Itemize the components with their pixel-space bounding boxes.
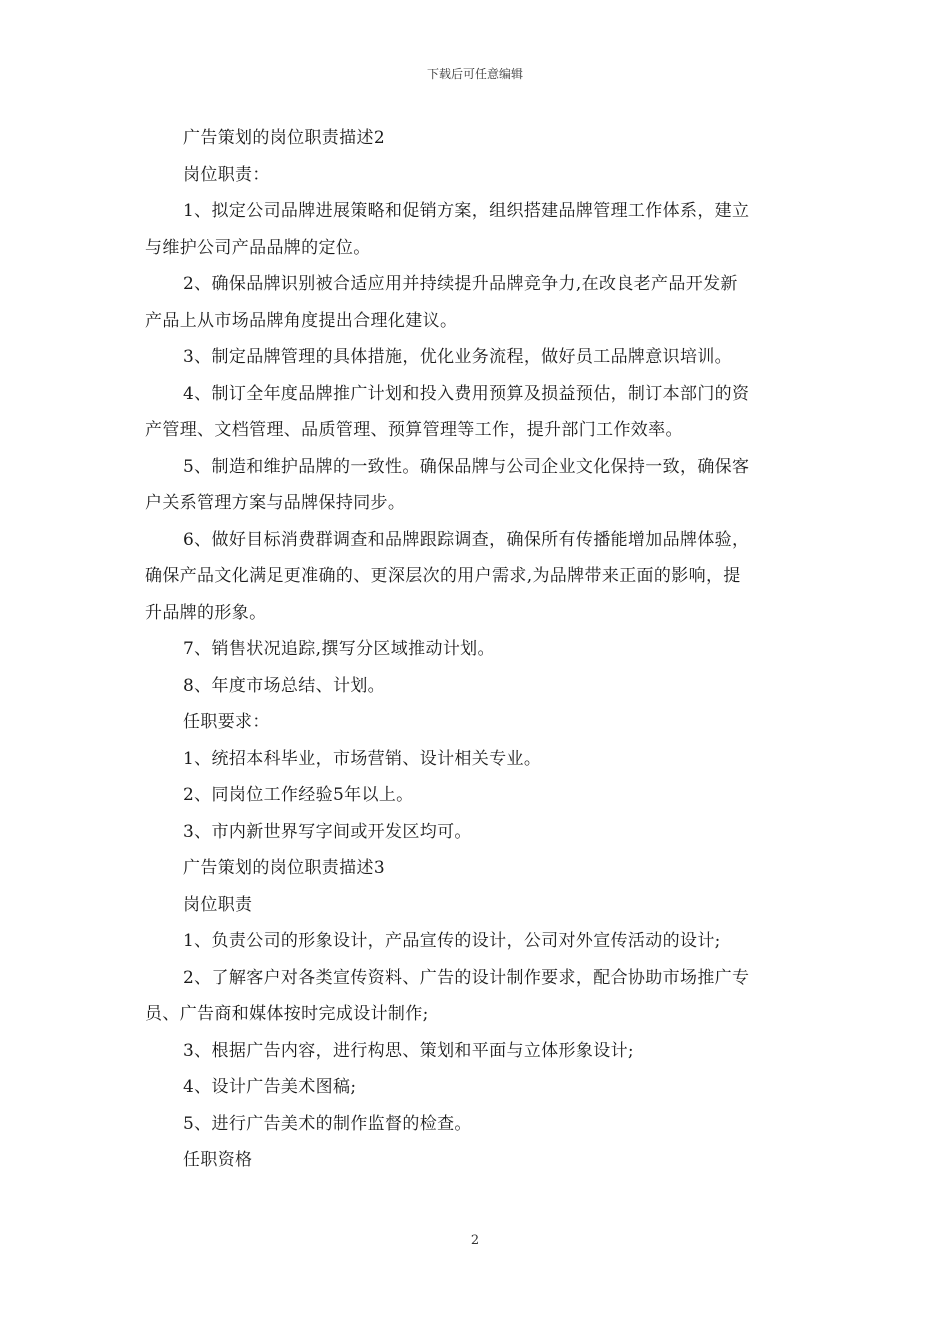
paragraph [145,193,807,266]
paragraph [145,1142,807,1179]
page-header: 下载后可任意编辑 [426,67,523,81]
paragraph [145,960,807,1033]
text-line: 任职要求： [183,712,270,732]
text-line: 广告策划的岗位职责描述3 [183,858,386,878]
text-line: 3、市内新世界写字间或开发区均可。 [183,821,472,842]
text-line: 1、负责公司的形象设计，产品宣传的设计，公司对外宣传活动的设计; [183,931,721,951]
text-line: 户关系管理方案与品牌保持同步。 [145,493,406,513]
text-line: 4、设计广告美术图稿; [183,1077,357,1097]
paragraph [145,777,807,814]
text-line: 5、进行广告美术的制作监督的检查。 [183,1113,472,1134]
paragraph [145,887,807,924]
text-line: 1、拟定公司品牌进展策略和促销方案，组织搭建品牌管理工作体系，建立 [183,201,750,221]
paragraph [145,631,807,668]
text-line: 3、制定品牌管理的具体措施，优化业务流程，做好员工品牌意识培训。 [183,347,733,367]
document-body [145,120,807,1179]
page-number: 2 [470,1233,480,1248]
text-line: 5、制造和维护品牌的一致性。确保品牌与公司企业文化保持一致，确保客 [183,456,750,477]
paragraph [145,1069,807,1106]
paragraph [145,157,807,194]
text-line: 2、了解客户对各类宣传资料、广告的设计制作要求，配合协助市场推广专 [183,967,750,988]
text-line: 与维护公司产品品牌的定位。 [145,237,371,258]
paragraph [145,814,807,851]
text-line: 2、同岗位工作经验5年以上。 [183,785,414,805]
paragraph [145,741,807,778]
paragraph [145,522,807,632]
text-line: 确保产品文化满足更准确的、更深层次的用户需求,为品牌带来正面的影响，提 [145,566,741,586]
text-line: 岗位职责： [183,164,270,185]
text-line: 3、根据广告内容，进行构思、策划和平面与立体形象设计; [183,1040,634,1061]
text-line: 4、制订全年度品牌推广计划和投入费用预算及损益预估，制订本部门的资 [183,383,750,404]
text-line: 6、做好目标消费群调查和品牌跟踪调查，确保所有传播能增加品牌体验， [183,529,750,550]
paragraph [145,923,807,960]
text-line: 任职资格 [183,1150,253,1170]
text-line: 2、确保品牌识别被合适应用并持续提升品牌竞争力,在改良老产品开发新 [183,274,738,294]
text-line: 8、年度市场总结、计划。 [183,675,386,696]
paragraph [145,266,807,339]
text-line: 1、统招本科毕业，市场营销、设计相关专业。 [183,748,542,769]
paragraph [145,1106,807,1143]
paragraph [145,376,807,449]
paragraph [145,850,807,887]
paragraph [145,704,807,741]
text-line: 升品牌的形象。 [145,602,267,623]
text-line: 产品上从市场品牌角度提出合理化建议。 [145,310,458,331]
paragraph [145,449,807,522]
paragraph [145,339,807,376]
text-line: 7、销售状况追踪,撰写分区域推动计划。 [183,639,495,659]
text-line: 岗位职责 [183,894,253,915]
text-line: 广告策划的岗位职责描述2 [183,128,386,148]
paragraph [145,1033,807,1070]
paragraph [145,120,807,157]
text-line: 产管理、文档管理、品质管理、预算管理等工作，提升部门工作效率。 [145,420,683,440]
text-line: 员、广告商和媒体按时完成设计制作; [145,1004,429,1024]
paragraph [145,668,807,705]
